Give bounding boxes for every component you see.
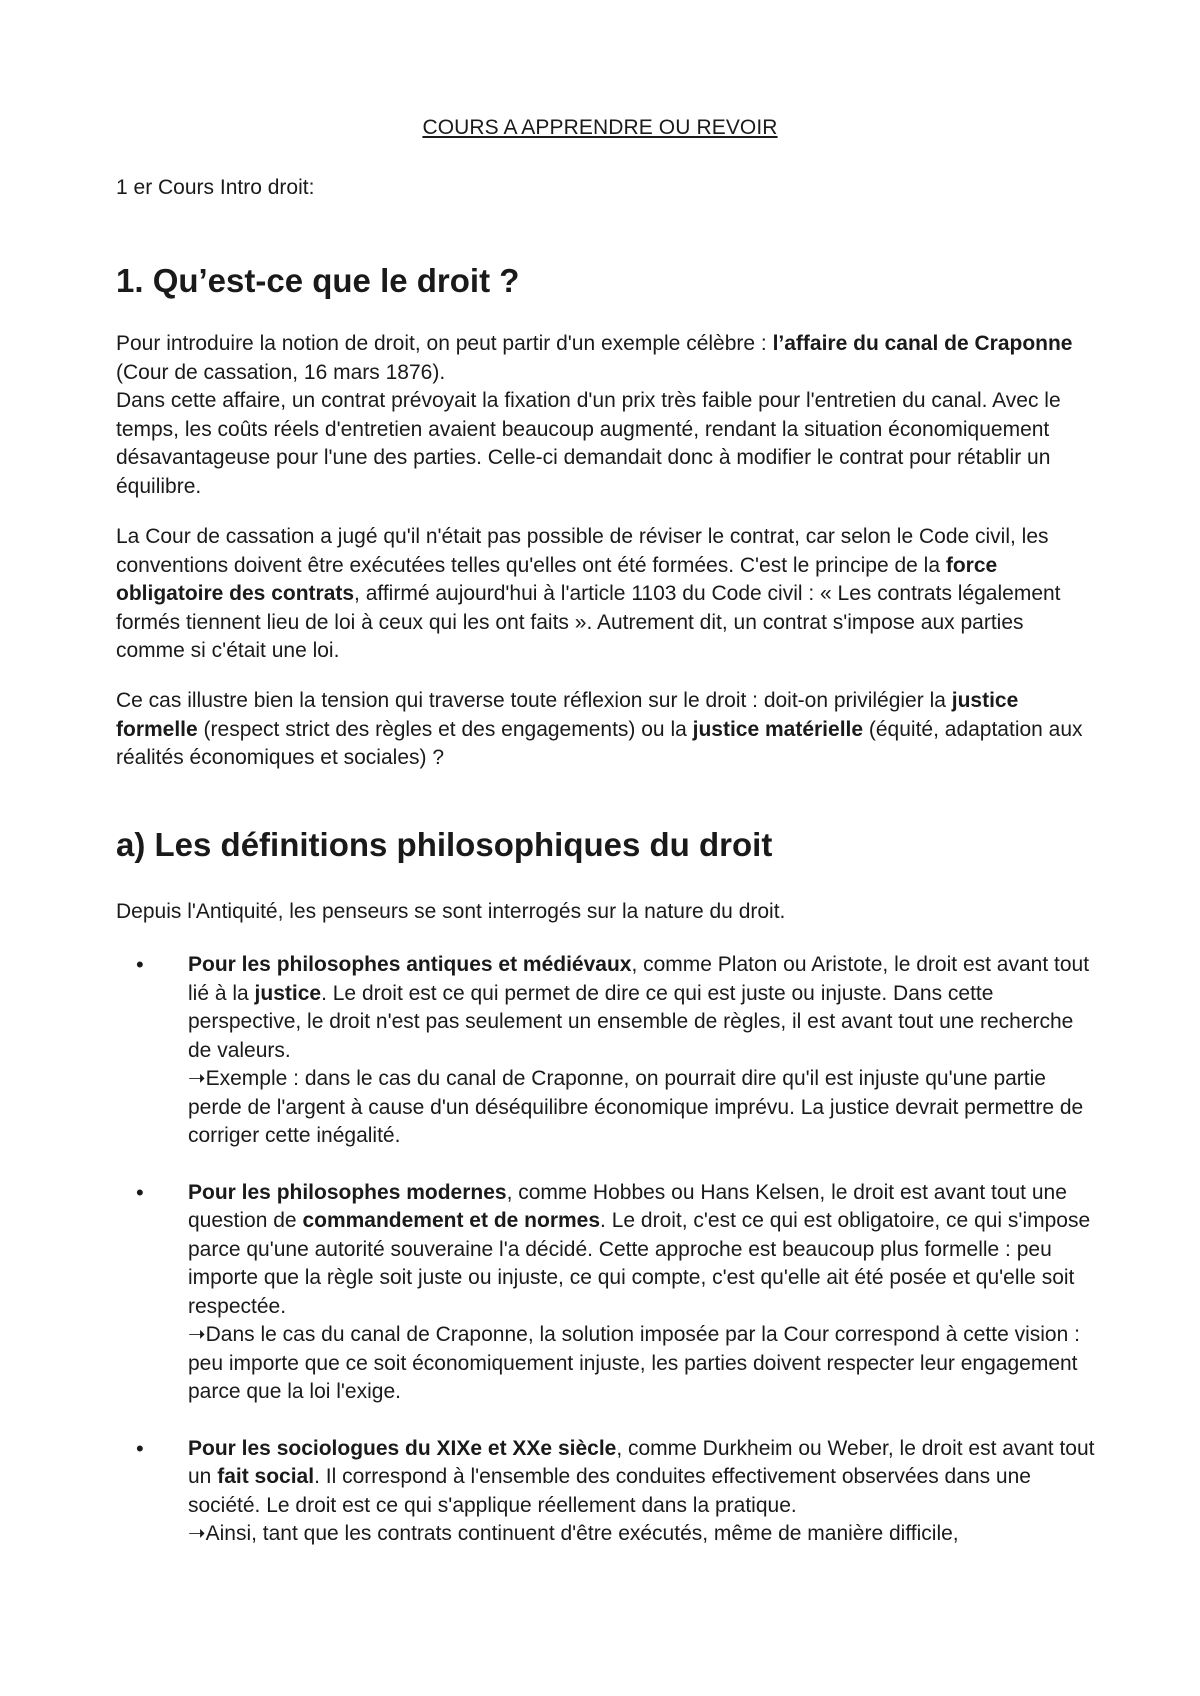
text: , affirmé aujourd'hui à l'article 1103 du Code civil : « Les contrats légalement formés tiennent lieu de loi à ceux qui les ont faits ». Autrement dit, un contrat s'impose aux parties comme si c'était une loi. xyxy=(116,582,1061,662)
bold-term: justice xyxy=(254,981,322,1005)
text: , comme Platon ou Aristote, le droit est avant tout lié à la xyxy=(188,953,1090,1005)
bold-term: fait social xyxy=(217,1465,315,1488)
course-subtitle: 1 er Cours Intro droit: xyxy=(116,176,315,199)
section-a-heading: a) Les définitions philosophiques du droit xyxy=(116,826,773,863)
text: , comme Hobbes ou Hans Kelsen, le droit est avant tout une question de xyxy=(188,1180,1067,1232)
bold-term: Pour les philosophes antiques et médiévaux xyxy=(188,953,632,976)
text: Dans cette affaire, un contrat prévoyait la fixation d'un prix très faible pour l'entretien du canal. Avec le temps, les coûts réels d'entretien avaient beaucoup augmenté, rendant la situation économiquement désavantageuse pour l'une des parties. Celle-ci demandait donc à modifier le contrat pour rétablir un équilibre. xyxy=(116,389,1061,498)
text: Ce cas illustre bien la tension qui traverse toute réflexion sur le droit : doit-on privilégier la xyxy=(116,689,952,712)
bullet-icon: • xyxy=(136,952,144,977)
paragraph-justice-tension xyxy=(116,687,1096,773)
text: . Le droit est ce qui permet de dire ce qui est juste ou injuste. Dans cette perspective, le droit n'est pas seulement un ensemble de règles, il est avant tout une recherche de valeurs. xyxy=(188,981,1074,1062)
section-1-heading: 1. Qu’est-ce que le droit ? xyxy=(116,262,520,299)
paragraph-antiquite: Depuis l'Antiquité, les penseurs se sont interrogés sur la nature du droit. xyxy=(116,900,786,923)
bold-term: force obligatoire des contrats xyxy=(116,553,998,605)
bold-term: justice formelle xyxy=(116,689,1019,741)
paragraph-craponne-intro xyxy=(116,330,1096,501)
example-text: Exemple : dans le cas du canal de Craponne, on pourrait dire qu'il est injuste qu'une partie perde de l'argent à cause d'un déséquilibre économique imprévu. La justice devrait permettre de corriger cette inégalité. xyxy=(188,1067,1084,1147)
bullet-icon: • xyxy=(136,1179,144,1205)
bold-term: commandement et de normes xyxy=(302,1209,601,1232)
bold-term: Pour les sociologues du XIXe et XXe siècle xyxy=(188,1436,617,1460)
bold-term: justice matérielle xyxy=(692,717,864,741)
list-item xyxy=(116,1435,1096,1549)
example-text: Dans le cas du canal de Craponne, la solution imposée par la Cour correspond à cette vision : peu importe que ce soit économiquement injuste, les parties doivent respecter leur engagement parce que la loi l'exige. xyxy=(188,1323,1080,1403)
list-item xyxy=(116,951,1096,1151)
bold-term: Pour les philosophes modernes xyxy=(188,1180,507,1204)
arrow-icon: ➝ xyxy=(188,1323,206,1346)
text: La Cour de cassation a jugé qu'il n'était pas possible de réviser le contrat, car selon le Code civil, les conventions doivent être exécutées telles qu'elles ont été formées. C'est le principe de la xyxy=(116,525,1049,577)
text: (respect strict des règles et des engagements) ou la xyxy=(197,717,693,741)
definitions-list xyxy=(116,951,1096,1577)
text: Pour introduire la notion de droit, on peut partir d'un exemple célèbre : xyxy=(116,332,773,355)
arrow-icon: ➝ xyxy=(188,1067,206,1090)
example-text: Ainsi, tant que les contrats continuent d'être exécutés, même de manière difficile, xyxy=(205,1522,959,1545)
text: . Le droit, c'est ce qui est obligatoire, ce qui s'impose parce qu'une autorité souveraine l'a décidé. Cette approche est beaucoup plus formelle : peu importe que la règle soit juste ou injuste, ce qui compte, c'est qu'elle ait été posée et qu'elle soit respectée. xyxy=(188,1209,1091,1318)
document-title: COURS A APPRENDRE OU REVOIR xyxy=(422,116,778,139)
list-item xyxy=(116,1179,1096,1407)
arrow-icon: ➝ xyxy=(188,1522,206,1545)
paragraph-cour-cassation xyxy=(116,523,1096,666)
text: (Cour de cassation, 16 mars 1876). xyxy=(116,360,446,384)
bold-term: l’affaire du canal de Craponne xyxy=(772,332,1073,355)
bullet-icon: • xyxy=(136,1435,144,1461)
text: . Il correspond à l'ensemble des conduites effectivement observées dans une société. Le droit est ce qui s'applique réellement dans la pratique. xyxy=(188,1465,1031,1517)
text: , comme Durkheim ou Weber, le droit est avant tout un xyxy=(188,1436,1095,1488)
text: (équité, adaptation aux réalités économiques et sociales) ? xyxy=(116,717,1083,769)
